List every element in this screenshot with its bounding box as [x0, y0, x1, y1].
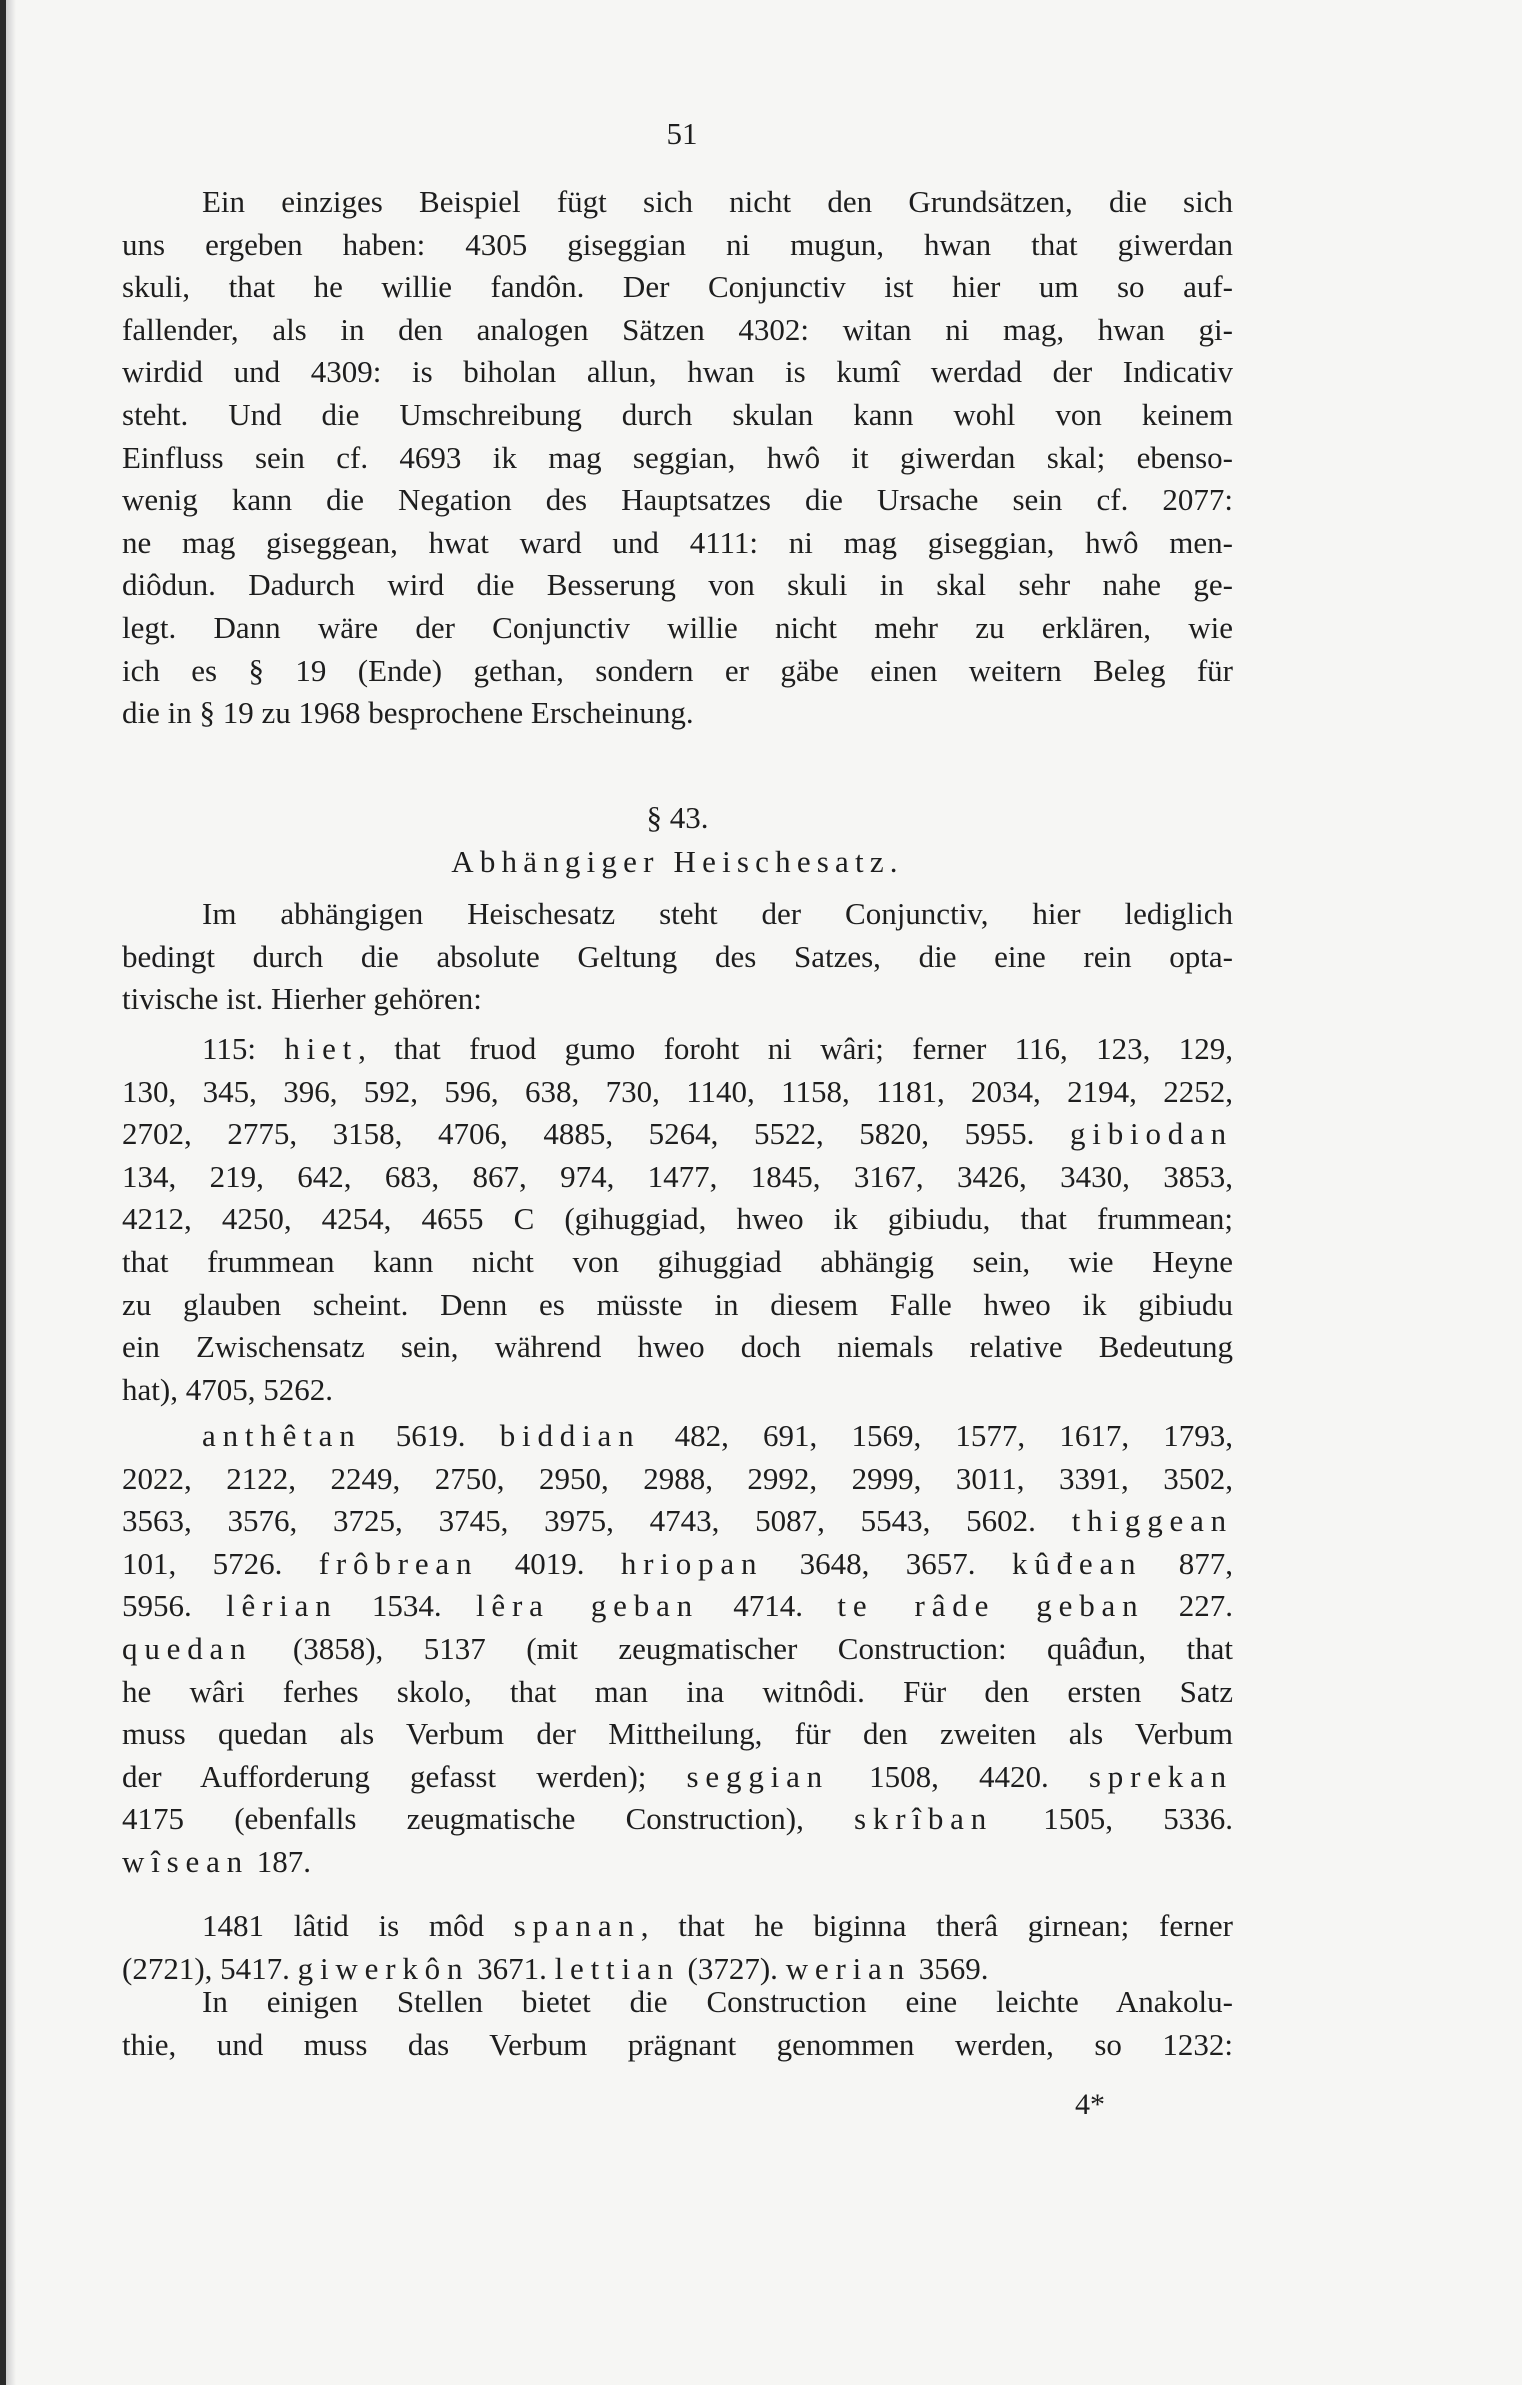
scan-page-shadow: [6, 0, 16, 2385]
spaced-headword: wîsean: [122, 1843, 250, 1879]
spaced-headword: werian: [785, 1950, 911, 1986]
spaced-headword: spanan: [513, 1908, 641, 1943]
text-line: [122, 978, 1233, 1021]
text-line: [122, 1156, 1233, 1199]
text-segment: 5619.: [361, 1418, 500, 1453]
text-segment: 101, 5726.: [122, 1545, 319, 1581]
spaced-headword: sprekan: [1088, 1758, 1233, 1794]
text-line: [122, 1628, 1233, 1671]
page-number: 51: [666, 116, 698, 151]
text-segment: 115:: [202, 1031, 285, 1066]
text-line: [122, 309, 1233, 352]
spaced-headword: kûđean: [1011, 1545, 1143, 1581]
text-segment: thie, und muss das Verbum prägnant genommen werden, so 1232:: [122, 2026, 1233, 2062]
text-segment: , that fruod gumo foroht ni wâri; ferner 116, 123, 129,: [358, 1031, 1233, 1066]
text-line: [122, 1905, 1233, 1948]
spaced-headword: te râde geban: [837, 1588, 1145, 1624]
text-line: [122, 1543, 1233, 1586]
text-line: [122, 607, 1233, 650]
spaced-headword: hiet: [284, 1031, 359, 1066]
text-segment: (3727).: [679, 1950, 786, 1986]
section-number: § 43.: [646, 800, 709, 835]
spaced-headword: seggian: [686, 1758, 829, 1794]
text-segment: 134, 219, 642, 683, 867, 974, 1477, 1845, 3167, 3426, 3430, 3853,: [122, 1158, 1233, 1194]
text-segment: 227.: [1144, 1588, 1233, 1624]
spaced-headword: lêrian: [226, 1588, 338, 1624]
text-line: [122, 650, 1233, 693]
text-line: [122, 224, 1233, 267]
text-line: [122, 1198, 1233, 1241]
paragraph-2: [122, 893, 1233, 1021]
text-segment: 3648, 3657.: [763, 1545, 1012, 1581]
signature-mark: 4*: [1075, 2088, 1105, 2121]
text-line: [122, 1713, 1233, 1756]
text-line: [122, 522, 1233, 565]
spaced-headword: gibiodan: [1069, 1116, 1233, 1152]
spaced-headword: lêra geban: [475, 1588, 699, 1624]
text-segment: In einigen Stellen bietet die Construction eine leichte Anakolu-: [202, 1984, 1233, 2019]
text-segment: legt. Dann wäre der Conjunctiv willie nicht mehr zu erklären, wie: [122, 609, 1233, 645]
text-line: [122, 564, 1233, 607]
text-segment: tivische ist. Hierher gehören:: [122, 981, 482, 1017]
text-segment: 3563, 3576, 3725, 3745, 3975, 4743, 5087, 5543, 5602.: [122, 1503, 1072, 1539]
paragraph-4: [122, 1415, 1233, 1884]
text-line: [122, 351, 1233, 394]
text-line: [122, 394, 1233, 437]
text-line: [122, 479, 1233, 522]
spaced-headword: biddian: [499, 1418, 641, 1453]
text-segment: uns ergeben haben: 4305 giseggian ni mugun, hwan that giwerdan: [122, 226, 1233, 262]
text-line: [122, 1841, 1233, 1884]
spaced-headword: lettian: [554, 1950, 680, 1986]
section-title: Abhängiger Heischesatz.: [451, 844, 904, 879]
text-line: [122, 1028, 1233, 1071]
spaced-headword: skrîban: [854, 1801, 994, 1837]
text-segment: diôdun. Dadurch wird die Besserung von skuli in skal sehr nahe ge-: [122, 567, 1233, 603]
text-line: [122, 437, 1233, 480]
text-segment: bedingt durch die absolute Geltung des Satzes, die eine rein opta-: [122, 938, 1233, 974]
text-line: [122, 1756, 1233, 1799]
text-segment: , that he biginna therâ girnean; ferner: [640, 1908, 1233, 1943]
text-segment: 5956.: [122, 1588, 227, 1624]
text-segment: 1534.: [337, 1588, 476, 1624]
text-line: [122, 2024, 1233, 2067]
text-segment: 3569.: [910, 1950, 989, 1986]
text-line: [122, 692, 1233, 735]
text-line: [122, 1981, 1233, 2024]
text-segment: zu glauben scheint. Denn es müsste in diesem Falle hweo ik gibiudu: [122, 1286, 1233, 1322]
text-segment: wenig kann die Negation des Hauptsatzes die Ursache sein cf. 2077:: [122, 482, 1233, 518]
text-segment: (2721), 5417.: [122, 1950, 298, 1986]
text-segment: fallender, als in den analogen Sätzen 4302: witan ni mag, hwan gi-: [122, 311, 1233, 347]
paragraph-5: [122, 1905, 1233, 1990]
text-segment: 877,: [1142, 1545, 1233, 1581]
text-segment: 1508, 4420.: [828, 1758, 1089, 1794]
spaced-headword: thiggean: [1071, 1503, 1233, 1539]
text-segment: 4714.: [698, 1588, 838, 1624]
text-segment: muss quedan als Verbum der Mittheilung, für den zweiten als Verbum: [122, 1716, 1233, 1752]
spaced-headword: quedan: [122, 1630, 253, 1666]
text-segment: Einfluss sein cf. 4693 ik mag seggian, hwô it giwerdan skal; ebenso-: [122, 439, 1233, 475]
text-line: [122, 1585, 1233, 1628]
paragraph-3: [122, 1028, 1233, 1411]
text-line: [122, 936, 1233, 979]
text-line: [122, 893, 1233, 936]
paragraph-6: [122, 1981, 1233, 2066]
text-segment: wirdid und 4309: is biholan allun, hwan is kumî werdad der Indicativ: [122, 354, 1233, 390]
text-line: [122, 1500, 1233, 1543]
text-segment: 4019.: [478, 1545, 621, 1581]
text-line: [122, 266, 1233, 309]
text-segment: ne mag giseggean, hwat ward und 4111: ni mag giseggian, hwô men-: [122, 524, 1233, 560]
text-segment: steht. Und die Umschreibung durch skulan kann wohl von keinem: [122, 396, 1233, 432]
spaced-headword: frôbrean: [318, 1545, 479, 1581]
text-segment: he wâri ferhes skolo, that man ina witnôdi. Für den ersten Satz: [122, 1673, 1233, 1709]
text-segment: ein Zwischensatz sein, während hweo doch niemals relative Bedeutung: [122, 1329, 1233, 1365]
text-line: [122, 1326, 1233, 1369]
text-segment: 130, 345, 396, 592, 596, 638, 730, 1140, 1158, 1181, 2034, 2194, 2252,: [122, 1073, 1233, 1109]
text-segment: that frummean kann nicht von gihuggiad abhängig sein, wie Heyne: [122, 1243, 1233, 1279]
text-line: [122, 1458, 1233, 1501]
text-segment: Im abhängigen Heischesatz steht der Conjunctiv, hier lediglich: [202, 896, 1233, 931]
text-line: [122, 1415, 1233, 1458]
text-segment: 4212, 4250, 4254, 4655 C (gihuggiad, hweo ik gibiudu, that frummean;: [122, 1201, 1233, 1237]
text-segment: hat), 4705, 5262.: [122, 1371, 333, 1407]
text-segment: 1481 lâtid is môd: [202, 1908, 514, 1943]
text-segment: ich es § 19 (Ende) gethan, sondern er gäbe einen weitern Beleg für: [122, 652, 1233, 688]
text-segment: der Aufforderung gefasst werden);: [122, 1758, 687, 1794]
text-line: [122, 1798, 1233, 1841]
text-segment: (3858), 5137 (mit zeugmatischer Construction: quâđun, that: [252, 1630, 1233, 1666]
text-segment: 2702, 2775, 3158, 4706, 4885, 5264, 5522, 5820, 5955.: [122, 1116, 1070, 1152]
text-segment: 482, 691, 1569, 1577, 1617, 1793,: [640, 1418, 1233, 1453]
text-line: [122, 1369, 1233, 1412]
text-segment: 2022, 2122, 2249, 2750, 2950, 2988, 2992, 2999, 3011, 3391, 3502,: [122, 1460, 1233, 1496]
spaced-headword: hriopan: [620, 1545, 764, 1581]
text-line: [122, 1671, 1233, 1714]
text-line: [122, 1284, 1233, 1327]
text-segment: 1505, 5336.: [993, 1801, 1233, 1837]
text-line: [122, 1113, 1233, 1156]
text-segment: skuli, that he willie fandôn. Der Conjunctiv ist hier um so auf-: [122, 269, 1233, 305]
text-line: [122, 1071, 1233, 1114]
text-segment: 187.: [249, 1843, 312, 1879]
spaced-headword: anthêtan: [202, 1418, 362, 1453]
text-segment: Ein einziges Beispiel fügt sich nicht den Grundsätzen, die sich: [202, 184, 1233, 219]
text-line: [122, 1241, 1233, 1284]
text-segment: 3671.: [469, 1950, 555, 1986]
paragraph-1: [122, 181, 1233, 735]
text-line: [122, 181, 1233, 224]
spaced-headword: giwerkôn: [297, 1950, 470, 1986]
text-segment: die in § 19 zu 1968 besprochene Erscheinung.: [122, 695, 694, 731]
text-segment: 4175 (ebenfalls zeugmatische Construction),: [122, 1801, 855, 1837]
